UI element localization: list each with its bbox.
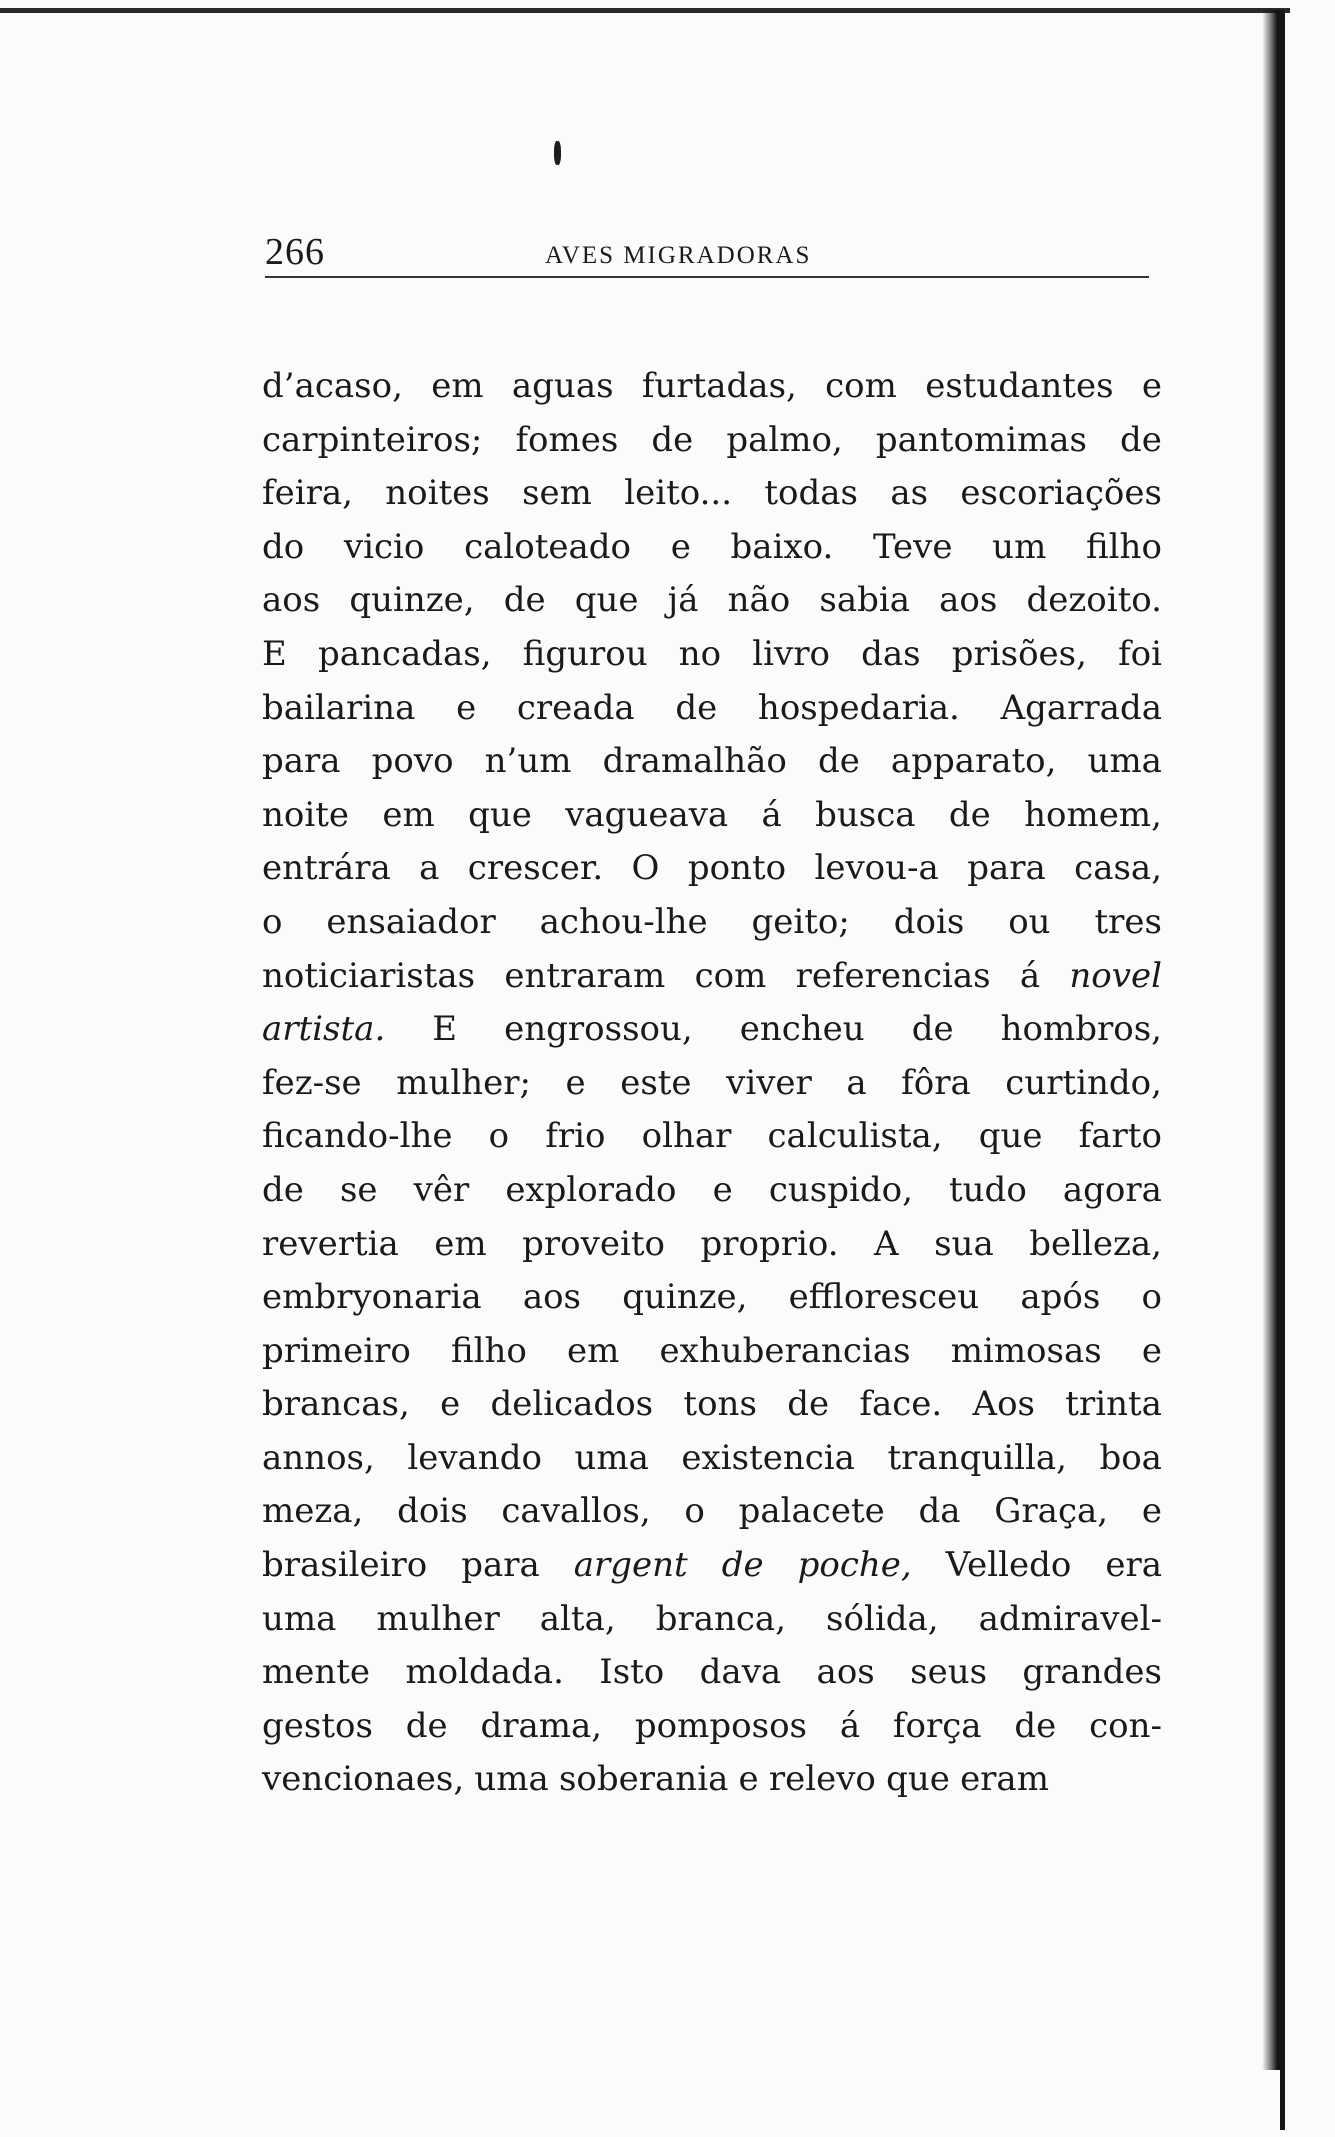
text-line bbox=[262, 950, 1162, 1004]
word: bailarina bbox=[262, 687, 416, 728]
word: brasileiro bbox=[262, 1545, 428, 1586]
word: sem bbox=[522, 473, 592, 514]
text-line bbox=[262, 521, 1162, 575]
word: pantomimas bbox=[875, 419, 1087, 460]
word: de bbox=[675, 687, 718, 728]
word: vicio bbox=[343, 526, 425, 567]
word: boa bbox=[1099, 1437, 1162, 1478]
word: fomes bbox=[515, 419, 619, 460]
word: era bbox=[1105, 1545, 1162, 1586]
text-line bbox=[262, 1325, 1162, 1379]
word: proprio. bbox=[700, 1223, 839, 1264]
word: de bbox=[721, 1545, 764, 1586]
text-line bbox=[262, 1057, 1162, 1111]
word: em bbox=[431, 366, 484, 406]
text-line bbox=[262, 842, 1162, 896]
word: meza, bbox=[262, 1491, 364, 1532]
word: hospedaria. bbox=[757, 687, 960, 728]
text-line bbox=[262, 1432, 1162, 1486]
word: argent bbox=[573, 1545, 688, 1586]
word: embryonaria bbox=[262, 1277, 482, 1318]
word: cuspido, bbox=[768, 1169, 913, 1210]
word: com bbox=[825, 366, 897, 406]
word: após bbox=[1020, 1277, 1101, 1318]
word: o bbox=[488, 1116, 510, 1157]
word: proveito bbox=[522, 1223, 665, 1264]
word: foi bbox=[1118, 633, 1162, 674]
word: revertia bbox=[262, 1223, 399, 1264]
word: calculista, bbox=[767, 1116, 943, 1157]
text-line bbox=[262, 1003, 1162, 1057]
word: d’acaso, bbox=[262, 366, 403, 406]
word: o bbox=[1141, 1277, 1162, 1318]
word: livro bbox=[752, 633, 830, 674]
word: aos bbox=[816, 1652, 875, 1693]
body-text bbox=[262, 360, 1162, 1807]
word: de bbox=[503, 580, 546, 621]
word: no bbox=[678, 633, 722, 674]
word: leito... bbox=[624, 473, 733, 514]
word: em bbox=[434, 1223, 487, 1264]
word: e bbox=[1141, 1491, 1162, 1532]
word: dezoito. bbox=[1026, 580, 1162, 621]
word: para bbox=[262, 741, 341, 782]
word: de bbox=[787, 1384, 830, 1425]
word: geito; bbox=[751, 901, 850, 942]
word: vencionaes, bbox=[262, 1759, 465, 1800]
text-line bbox=[262, 574, 1162, 628]
word: e bbox=[1141, 366, 1162, 406]
word: as bbox=[890, 473, 929, 514]
text-line bbox=[262, 789, 1162, 843]
text-line bbox=[262, 1271, 1162, 1325]
word: levou-a bbox=[814, 848, 939, 889]
word: alta, bbox=[539, 1598, 616, 1639]
word: vêr bbox=[413, 1169, 470, 1210]
word: e bbox=[712, 1169, 733, 1210]
word: levando bbox=[407, 1437, 542, 1478]
word: que bbox=[574, 580, 639, 621]
word: aos bbox=[939, 580, 998, 621]
word: dois bbox=[893, 901, 965, 942]
text-line bbox=[262, 1110, 1162, 1164]
word: para bbox=[967, 848, 1046, 889]
word: mulher; bbox=[396, 1062, 531, 1103]
word: pomposos bbox=[634, 1705, 807, 1746]
page-top-edge bbox=[0, 8, 1290, 13]
word: achou-lhe bbox=[539, 901, 708, 942]
word: casa, bbox=[1074, 848, 1162, 889]
word: Aos bbox=[972, 1384, 1035, 1425]
word: para bbox=[461, 1545, 540, 1586]
text-line bbox=[262, 1164, 1162, 1218]
word: da bbox=[918, 1491, 961, 1532]
word: caloteado bbox=[464, 526, 632, 567]
word: que bbox=[468, 794, 532, 835]
ink-mark bbox=[554, 141, 561, 165]
word: de bbox=[262, 1169, 304, 1210]
word: n’um bbox=[484, 741, 572, 782]
word: quinze, bbox=[349, 580, 475, 621]
word: já bbox=[667, 580, 699, 621]
word: tudo bbox=[949, 1169, 1027, 1210]
word: uma bbox=[1087, 741, 1162, 782]
word: em bbox=[382, 794, 435, 835]
text-line bbox=[262, 1646, 1162, 1700]
word: busca bbox=[815, 794, 916, 835]
word: aguas bbox=[511, 366, 614, 406]
word: grandes bbox=[1022, 1652, 1162, 1693]
word: prisões, bbox=[951, 633, 1087, 674]
page-number: 266 bbox=[265, 231, 325, 273]
word: trinta bbox=[1065, 1384, 1162, 1425]
word: e bbox=[738, 1759, 759, 1800]
word: escoriações bbox=[960, 473, 1162, 514]
text-line bbox=[262, 360, 1162, 414]
word: viver bbox=[726, 1062, 812, 1103]
word: mimosas bbox=[950, 1330, 1102, 1371]
word: encheu bbox=[739, 1009, 865, 1050]
word: drama, bbox=[480, 1705, 603, 1746]
text-line bbox=[262, 896, 1162, 950]
word: o bbox=[262, 901, 283, 942]
word: não bbox=[727, 580, 791, 621]
word: novel bbox=[1069, 955, 1162, 996]
word: E bbox=[432, 1009, 458, 1050]
text-line bbox=[262, 1700, 1162, 1754]
word: tranquilla, bbox=[887, 1437, 1067, 1478]
word: força bbox=[892, 1705, 982, 1746]
word: engrossou, bbox=[504, 1009, 693, 1050]
word: sabia bbox=[819, 580, 911, 621]
word: mulher bbox=[376, 1598, 500, 1639]
word: delicados bbox=[490, 1384, 654, 1425]
word: noites bbox=[385, 473, 490, 514]
word: ponto bbox=[687, 848, 787, 889]
word: de bbox=[405, 1705, 448, 1746]
text-line bbox=[262, 414, 1162, 468]
book-spine-edge bbox=[1280, 10, 1285, 2130]
word: frio bbox=[545, 1116, 606, 1157]
word: de bbox=[1120, 419, 1162, 460]
word: soberania bbox=[558, 1759, 729, 1800]
word: feira, bbox=[262, 473, 353, 514]
word: Velledo bbox=[945, 1545, 1072, 1586]
word: curtindo, bbox=[1005, 1062, 1162, 1103]
word: agora bbox=[1062, 1169, 1162, 1210]
word: Graça, bbox=[994, 1491, 1109, 1532]
word: com bbox=[694, 955, 767, 996]
word: á bbox=[839, 1705, 861, 1746]
word: das bbox=[861, 633, 921, 674]
word: dois bbox=[397, 1491, 468, 1532]
word: uma bbox=[474, 1759, 549, 1800]
text-line bbox=[262, 1593, 1162, 1647]
word: gestos bbox=[262, 1705, 373, 1746]
word: homem, bbox=[1024, 794, 1162, 835]
word: todas bbox=[764, 473, 858, 514]
word: branca, bbox=[655, 1598, 787, 1639]
page-header bbox=[265, 232, 1149, 278]
word: de bbox=[948, 794, 991, 835]
word: entraram bbox=[504, 955, 666, 996]
word: moldada. bbox=[405, 1652, 564, 1693]
word: a bbox=[419, 848, 440, 889]
text-line bbox=[262, 1378, 1162, 1432]
word: figurou bbox=[522, 633, 648, 674]
word: mente bbox=[262, 1652, 371, 1693]
word: hombros, bbox=[1000, 1009, 1162, 1050]
word: em bbox=[567, 1330, 620, 1371]
word: noticiaristas bbox=[262, 955, 476, 996]
word: apparato, bbox=[890, 741, 1057, 782]
word: pancadas, bbox=[317, 633, 492, 674]
text-line bbox=[262, 735, 1162, 789]
word: olhar bbox=[641, 1116, 732, 1157]
text-line bbox=[262, 1485, 1162, 1539]
word: e bbox=[670, 526, 691, 567]
word: Isto bbox=[599, 1652, 665, 1693]
word: belleza, bbox=[1029, 1223, 1162, 1264]
word: relevo bbox=[768, 1759, 876, 1800]
text-line bbox=[262, 467, 1162, 521]
word: baixo. bbox=[730, 526, 834, 567]
word: farto bbox=[1078, 1116, 1162, 1157]
text-line bbox=[262, 628, 1162, 682]
word: filho bbox=[450, 1330, 527, 1371]
word: eram bbox=[960, 1759, 1049, 1800]
word: annos, bbox=[262, 1437, 375, 1478]
word: fôra bbox=[901, 1062, 971, 1103]
word: de bbox=[1014, 1705, 1057, 1746]
word: sólida, bbox=[826, 1598, 939, 1639]
word: ou bbox=[1008, 901, 1051, 942]
word: E bbox=[262, 633, 287, 674]
text-line bbox=[262, 682, 1162, 736]
word: se bbox=[339, 1169, 378, 1210]
word: aos bbox=[522, 1277, 582, 1318]
word: e bbox=[565, 1062, 586, 1103]
word: que bbox=[978, 1116, 1043, 1157]
word: poche, bbox=[797, 1545, 912, 1586]
text-line bbox=[262, 1539, 1162, 1593]
word: explorado bbox=[505, 1169, 677, 1210]
word: con- bbox=[1089, 1705, 1162, 1746]
word: uma bbox=[262, 1598, 337, 1639]
word: exhuberancias bbox=[659, 1330, 911, 1371]
word: crescer. bbox=[467, 848, 604, 889]
word: filho bbox=[1086, 526, 1162, 567]
word: de bbox=[651, 419, 694, 460]
word: palmo, bbox=[726, 419, 843, 460]
word: á bbox=[1019, 955, 1041, 996]
word: vagueava bbox=[565, 794, 729, 835]
word: furtadas, bbox=[641, 366, 797, 406]
word: referencias bbox=[795, 955, 991, 996]
word: ensaiador bbox=[326, 901, 496, 942]
word: tons bbox=[683, 1384, 757, 1425]
word: fez-se bbox=[262, 1062, 362, 1103]
word: ficando-lhe bbox=[262, 1116, 453, 1157]
word: aos bbox=[262, 580, 321, 621]
word: cavallos, bbox=[501, 1491, 651, 1532]
word: dramalhão bbox=[602, 741, 787, 782]
word: uma bbox=[574, 1437, 649, 1478]
word: estudantes bbox=[925, 366, 1114, 406]
word: face. bbox=[859, 1384, 943, 1425]
word: a bbox=[846, 1062, 867, 1103]
text-line bbox=[262, 1753, 1162, 1807]
word: primeiro bbox=[262, 1330, 411, 1371]
word: artista. bbox=[262, 1009, 386, 1050]
word: este bbox=[620, 1062, 692, 1103]
word: dava bbox=[699, 1652, 782, 1693]
word: e bbox=[1141, 1330, 1162, 1371]
word: e bbox=[440, 1384, 461, 1425]
word: e bbox=[456, 687, 477, 728]
word: O bbox=[631, 848, 660, 889]
word: de bbox=[911, 1009, 954, 1050]
word: um bbox=[992, 526, 1047, 567]
word: seus bbox=[910, 1652, 988, 1693]
word: Agarrada bbox=[1000, 687, 1162, 728]
text-line bbox=[262, 1218, 1162, 1272]
word: que bbox=[886, 1759, 950, 1800]
word: effloresceu bbox=[788, 1277, 980, 1318]
word: noite bbox=[262, 794, 350, 835]
word: Teve bbox=[872, 526, 953, 567]
word: tres bbox=[1094, 901, 1162, 942]
word: existencia bbox=[681, 1437, 855, 1478]
word: admiravel- bbox=[978, 1598, 1162, 1639]
word: do bbox=[262, 526, 305, 567]
running-title: AVES MIGRADORAS bbox=[545, 242, 812, 269]
word: creada bbox=[516, 687, 635, 728]
word: A bbox=[874, 1223, 899, 1264]
word: carpinteiros; bbox=[262, 419, 483, 460]
word: brancas, bbox=[262, 1384, 410, 1425]
word: o bbox=[684, 1491, 705, 1532]
word: quinze, bbox=[622, 1277, 748, 1318]
word: palacete bbox=[738, 1491, 885, 1532]
word: á bbox=[761, 794, 782, 835]
word: de bbox=[817, 741, 860, 782]
word: povo bbox=[371, 741, 454, 782]
word: entrára bbox=[262, 848, 391, 889]
word: sua bbox=[934, 1223, 994, 1264]
